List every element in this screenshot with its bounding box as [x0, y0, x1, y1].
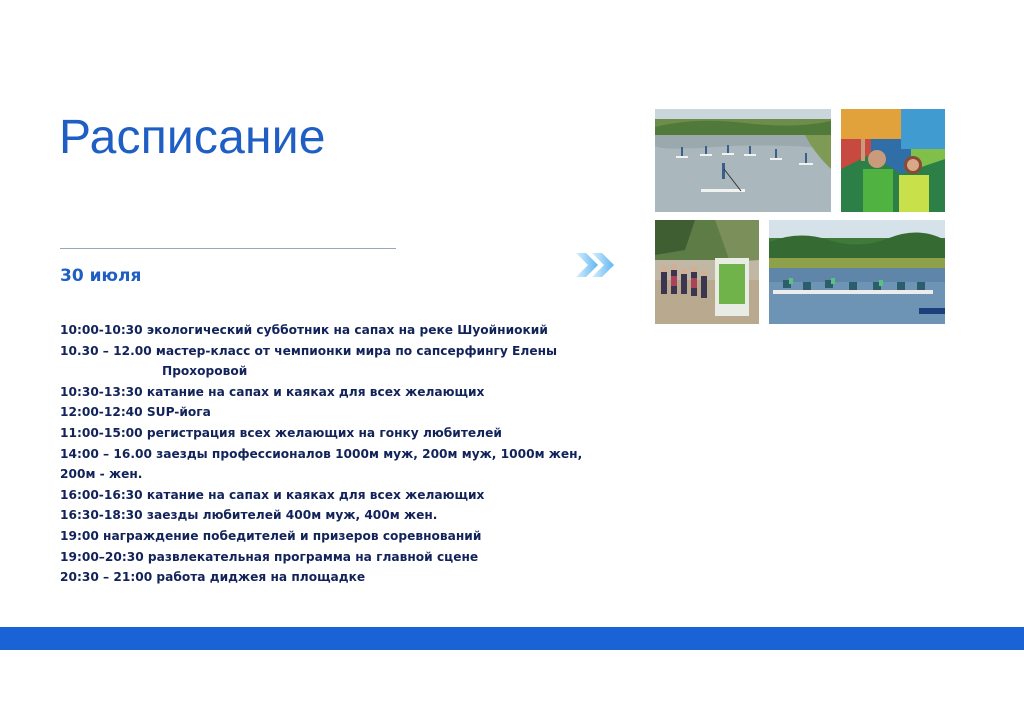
schedule-item: 14:00 – 16.00 заезды профессионалов 1000м муж, 200м муж, 1000м жен,: [60, 446, 583, 461]
schedule-item: 11:00-15:00 регистрация всех желающих на гонку любителей: [60, 425, 502, 440]
schedule-item: 10:30-13:30 катание на сапах и каяках для всех желающих: [60, 384, 485, 399]
double-chevron-right-icon: [574, 250, 620, 280]
footer-bar: [0, 627, 1024, 650]
schedule-item: 12:00-12:40 SUP-йога: [60, 405, 211, 420]
group-sup-photo: [769, 220, 945, 324]
schedule-date: 30 июля: [60, 266, 142, 286]
schedule-item: 10.30 – 12.00 мастер-класс от чемпионки мира по сапсерфингу Елены: [60, 343, 558, 358]
schedule-item: 19:00–20:30 развлекательная программа на главной сцене: [60, 549, 479, 564]
page-title: Расписание: [59, 111, 326, 164]
sup-river-photo: [655, 109, 831, 212]
selfie-mural-photo: [841, 109, 945, 212]
schedule-item-continuation: 200м - жен.: [60, 467, 143, 482]
schedule-item-continuation: Прохоровой: [162, 364, 248, 379]
schedule-item: 16:30-18:30 заезды любителей 400м муж, 400м жен.: [60, 508, 438, 523]
schedule-item: 20:30 – 21:00 работа диджея на площадке: [60, 570, 366, 585]
title-divider: [60, 248, 396, 249]
schedule-item: 19:00 награждение победителей и призеров соревнований: [60, 528, 482, 543]
event-crowd-photo: [655, 220, 759, 324]
schedule-list: [60, 320, 600, 588]
schedule-item: 10:00-10:30 экологический субботник на сапах на реке Шуойниокий: [60, 323, 548, 337]
schedule-item: 16:00-16:30 катание на сапах и каяках для всех желающих: [60, 487, 485, 502]
